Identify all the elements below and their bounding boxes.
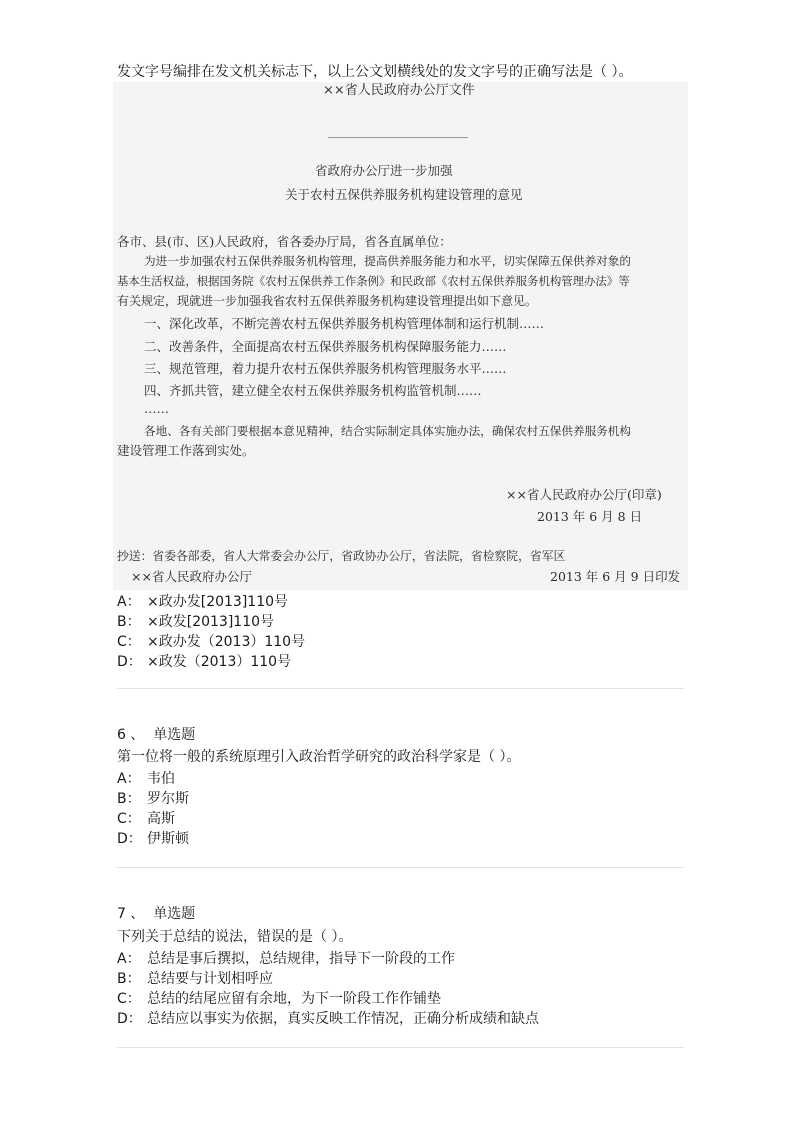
doc-print-date: 2013 年 6 月 9 日印发 — [550, 569, 681, 584]
q5-option-a[interactable] — [117, 592, 288, 612]
doc-item-3: 三、规范管理，着力提升农村五保供养服务机构管理服务水平…… — [144, 361, 507, 376]
q7-header — [117, 904, 195, 924]
option-text: 总结的结尾应留有余地，为下一阶段工作作铺垫 — [147, 991, 441, 1007]
question-divider — [117, 867, 684, 868]
scanned-document-image — [113, 82, 688, 590]
q7-option-c[interactable] — [117, 989, 441, 1009]
doc-cc: 抄送：省委各部委，省人大常委会办公厅，省政协办公厅，省法院，省检察院，省军区 — [117, 549, 566, 563]
option-label: D： — [117, 831, 142, 847]
q5-stem: 发文字号编排在发文机关标志下，以上公文划横线处的发文字号的正确写法是（ ）。 — [117, 64, 633, 80]
option-text: ×政发（2013）110号 — [147, 654, 292, 670]
q7-number: 7 、 — [117, 906, 145, 922]
q6-option-d[interactable] — [117, 829, 189, 849]
q7-stem: 下列关于总结的说法，错误的是（ ）。 — [117, 929, 353, 945]
doc-recipients: 各市、县(市、区)人民政府，省各委办厅局，省各直属单位： — [117, 234, 452, 249]
doc-body-line1: 为进一步加强农村五保供养服务机构管理，提高供养服务能力和水平，切实保障五保供养对象的 — [144, 254, 631, 268]
q5-option-c[interactable] — [117, 632, 305, 652]
doc-number-line — [328, 137, 468, 138]
option-label: B： — [117, 614, 141, 630]
q5-option-d[interactable] — [117, 652, 291, 672]
doc-sign-date: 2013 年 6 月 8 日 — [537, 509, 643, 524]
option-text: ×政办发[2013]110号 — [147, 594, 289, 610]
doc-signature: ××省人民政府办公厅(印章) — [506, 487, 662, 502]
doc-title-line2: 关于农村五保供养服务机构建设管理的意见 — [285, 187, 523, 202]
doc-ellipsis: …… — [144, 401, 169, 416]
option-text: 伊斯顿 — [147, 831, 189, 847]
option-label: B： — [117, 791, 141, 807]
doc-header: ××省人民政府办公厅文件 — [323, 83, 475, 98]
doc-item-4: 四、齐抓共管，建立健全农村五保供养服务机构监管机制…… — [144, 383, 482, 398]
option-text: 总结是事后撰拟，总结规律，指导下一阶段的工作 — [147, 951, 455, 967]
doc-closing-line2: 建设管理工作落到实处。 — [117, 443, 255, 458]
option-text: 总结要与计划相呼应 — [147, 971, 273, 987]
doc-body-line2: 基本生活权益，根据国务院《农村五保供养工作条例》和民政部《农村五保供养服务机构管理办法》等 — [117, 274, 630, 288]
option-label: B： — [117, 971, 141, 987]
q6-type: 单选题 — [153, 727, 196, 743]
doc-issuer: ××省人民政府办公厅 — [131, 569, 252, 584]
q7-type: 单选题 — [153, 906, 196, 922]
option-label: A： — [117, 594, 141, 610]
option-label: D： — [117, 654, 142, 670]
q6-option-a[interactable] — [117, 769, 175, 789]
option-text: 高斯 — [147, 811, 175, 827]
q5-option-b[interactable] — [117, 612, 274, 632]
option-label: C： — [117, 634, 141, 650]
doc-closing-line1: 各地、各有关部门要根据本意见精神，结合实际制定具体实施办法，确保农村五保供养服务机构 — [144, 424, 631, 438]
q7-option-b[interactable] — [117, 969, 273, 989]
doc-title-line1: 省政府办公厅进一步加强 — [315, 163, 453, 178]
q6-option-c[interactable] — [117, 809, 175, 829]
option-label: A： — [117, 771, 141, 787]
doc-item-1: 一、深化改革，不断完善农村五保供养服务机构管理体制和运行机制…… — [144, 316, 545, 331]
q7-option-d[interactable] — [117, 1009, 539, 1029]
q7-option-a[interactable] — [117, 949, 455, 969]
option-text: ×政办发（2013）110号 — [147, 634, 306, 650]
doc-item-2: 二、改善条件，全面提高农村五保供养服务机构保障服务能力…… — [144, 339, 507, 354]
q6-number: 6 、 — [117, 727, 145, 743]
option-label: C： — [117, 991, 141, 1007]
option-text: ×政发[2013]110号 — [147, 614, 275, 630]
question-divider — [117, 1047, 684, 1048]
option-label: C： — [117, 811, 141, 827]
q6-stem: 第一位将一般的系统原理引入政治哲学研究的政治科学家是（ ）。 — [117, 749, 521, 765]
q6-option-b[interactable] — [117, 789, 189, 809]
option-label: D： — [117, 1011, 142, 1027]
q6-header — [117, 725, 195, 745]
option-text: 罗尔斯 — [147, 791, 189, 807]
option-text: 总结应以事实为依据，真实反映工作情况，正确分析成绩和缺点 — [147, 1011, 539, 1027]
question-divider — [117, 688, 684, 689]
option-text: 韦伯 — [147, 771, 175, 787]
option-label: A： — [117, 951, 141, 967]
doc-body-line3: 有关规定，现就进一步加强我省农村五保供养服务机构建设管理提出如下意见。 — [117, 294, 538, 308]
